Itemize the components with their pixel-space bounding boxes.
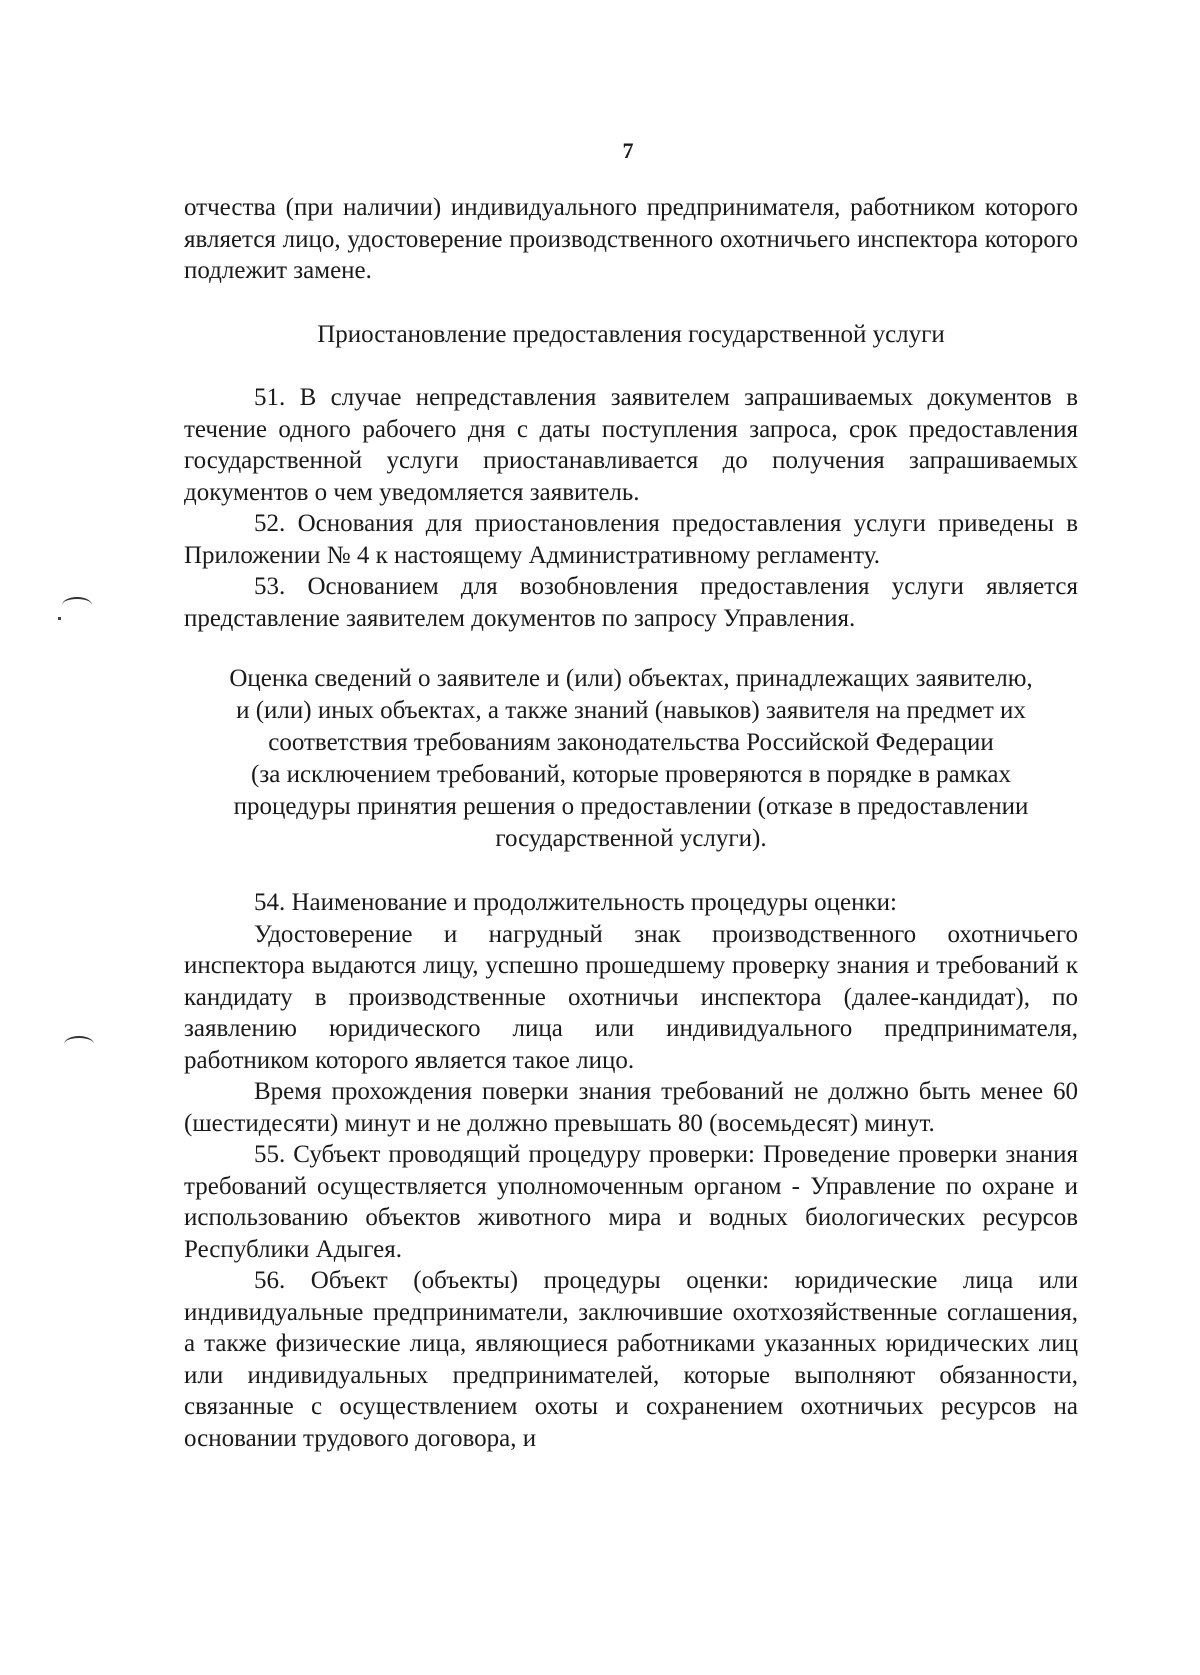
page-number: 7 (622, 138, 634, 163)
heading-line: процедуры принятия решения о предоставлении (отказе в предоставлении (233, 793, 1029, 820)
heading-line: Оценка сведений о заявителе и (или) объектах, принадлежащих заявителю, (229, 665, 1033, 692)
paragraph-56: 56. Объект (объекты) процедуры оценки: юридические лица или индивидуальные предприниматели, заключившие охотхозяйственные соглашения, а также физические лица, являющиеся работниками указанных юридических лиц или индивидуальных предпринимателей, которые выполняют обязанности, связанные с осуществлением охоты и сохранением охотничьих ресурсов на основании трудового договора, и (184, 1267, 1078, 1452)
margin-mark (64, 1036, 94, 1052)
paragraph-55: 55. Субъект проводящий процедуру проверки: Проведение проверки знания требований осуществляется уполномоченным органом - Управление по охране и использованию объектов животного мира и водных биологических ресурсов Республики Адыгея. (184, 1141, 1078, 1263)
paragraph-54: 54. Наименование и продолжительность процедуры оценки: (254, 889, 897, 916)
paragraph-51: 51. В случае непредставления заявителем запрашиваемых документов в течение одного рабочего дня с даты поступления запроса, срок предоставления государственной услуги приостанавливается до получения запрашиваемых документов о чем уведомляется заявитель. (184, 384, 1078, 506)
heading-line: государственной услуги). (495, 825, 767, 852)
paragraph-52: 52. Основания для приостановления предоставления услуги приведены в Приложении № 4 к настоящему Административному регламенту. (184, 510, 1078, 569)
document-body (184, 192, 1078, 1454)
heading-line: и (или) иных объектах, а также знаний (навыков) заявителя на предмет их (236, 697, 1026, 724)
heading-line: (за исключением требований, которые проверяются в порядке в рамках (251, 761, 1011, 788)
paragraph-54-b: Время прохождения поверки знания требований не должно быть менее 60 (шестидесяти) минут и не должно превышать 80 (восемьдесят) минут. (184, 1078, 1078, 1137)
section-heading-assessment (184, 663, 1078, 855)
margin-mark (62, 597, 92, 613)
paragraph-53: 53. Основанием для возобновления предоставления услуги является представление заявителем документов по запросу Управления. (184, 573, 1078, 632)
heading-line: соответствия требованиям законодательства Российской Федерации (268, 729, 994, 756)
paragraph-54-a: Удостоверение и нагрудный знак производственного охотничьего инспектора выдаются лицу, успешно прошедшему проверку знания и требований к кандидату в производственные охотничьи инспектора (далее-кандидат), по заявлению юридического лица или индивидуального предпринимателя, работником которого является такое лицо. (184, 920, 1078, 1074)
margin-dot (58, 617, 61, 620)
paragraph-continuation: отчества (при наличии) индивидуального предпринимателя, работником которого является лицо, удостоверение производственного охотничьего инспектора которого подлежит замене. (184, 194, 1078, 284)
section-heading-suspension: Приостановление предоставления государственной услуги (317, 320, 945, 348)
